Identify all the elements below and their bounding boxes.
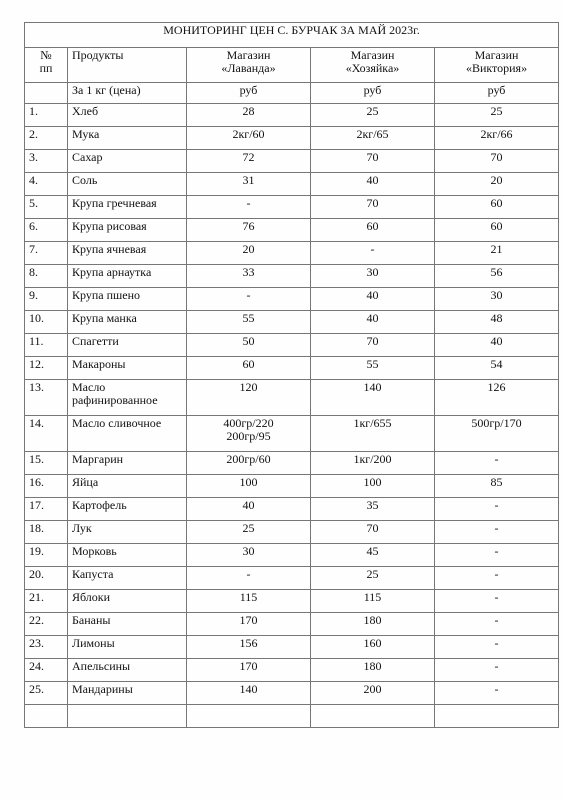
price-viktoriya: 60 xyxy=(435,196,559,219)
unit-currency-lavanda: руб xyxy=(187,83,311,104)
header-number-line2: пп xyxy=(39,61,53,75)
header-number-line1: № xyxy=(40,48,52,62)
row-product: Крупа рисовая xyxy=(68,219,187,242)
table-row xyxy=(25,311,559,334)
row-number: 22. xyxy=(25,613,68,636)
price-hozyaika: 30 xyxy=(311,265,435,288)
row-number: 16. xyxy=(25,475,68,498)
price-hozyaika: 40 xyxy=(311,173,435,196)
price-hozyaika: 25 xyxy=(311,567,435,590)
price-lavanda: 40 xyxy=(187,498,311,521)
price-hozyaika: 25 xyxy=(311,104,435,127)
price-viktoriya: - xyxy=(435,498,559,521)
price-viktoriya: 60 xyxy=(435,219,559,242)
table-row xyxy=(25,590,559,613)
row-product: Масло сливочное xyxy=(68,416,187,452)
store-hozyaika-line2: «Хозяйка» xyxy=(345,61,400,75)
price-viktoriya: 85 xyxy=(435,475,559,498)
price-hozyaika: 180 xyxy=(311,613,435,636)
row-number: 15. xyxy=(25,452,68,475)
price-lavanda: 28 xyxy=(187,104,311,127)
row-number: 13. xyxy=(25,380,68,416)
unit-currency-hozyaika: руб xyxy=(311,83,435,104)
table-row xyxy=(25,357,559,380)
price-viktoriya: 2кг/66 xyxy=(435,127,559,150)
table-row xyxy=(25,380,559,416)
empty-cell xyxy=(435,705,559,728)
header-store-lavanda xyxy=(187,48,311,83)
price-hozyaika: 100 xyxy=(311,475,435,498)
row-number: 20. xyxy=(25,567,68,590)
row-product: Макароны xyxy=(68,357,187,380)
unit-currency-viktoriya: руб xyxy=(435,83,559,104)
price-viktoriya: - xyxy=(435,613,559,636)
price-viktoriya: 20 xyxy=(435,173,559,196)
price-lavanda: 30 xyxy=(187,544,311,567)
price-hozyaika: 70 xyxy=(311,150,435,173)
price-viktoriya: - xyxy=(435,590,559,613)
table-row xyxy=(25,173,559,196)
price-hozyaika: 1кг/655 xyxy=(311,416,435,452)
price-hozyaika: 40 xyxy=(311,311,435,334)
table-row xyxy=(25,150,559,173)
table-row xyxy=(25,475,559,498)
price-lavanda: 25 xyxy=(187,521,311,544)
price-lavanda: 170 xyxy=(187,659,311,682)
price-lavanda: - xyxy=(187,567,311,590)
unit-row xyxy=(25,83,559,104)
table-row xyxy=(25,416,559,452)
row-product: Масло рафинированное xyxy=(68,380,187,416)
row-number: 21. xyxy=(25,590,68,613)
header-store-viktoriya xyxy=(435,48,559,83)
row-number: 3. xyxy=(25,150,68,173)
row-product: Крупа манка xyxy=(68,311,187,334)
price-lavanda: 115 xyxy=(187,590,311,613)
table-row xyxy=(25,334,559,357)
price-lavanda: 33 xyxy=(187,265,311,288)
row-number: 10. xyxy=(25,311,68,334)
price-lavanda: 400гр/220 200гр/95 xyxy=(187,416,311,452)
price-lavanda: 55 xyxy=(187,311,311,334)
price-viktoriya: 25 xyxy=(435,104,559,127)
price-lavanda: 140 xyxy=(187,682,311,705)
row-product: Крупа гречневая xyxy=(68,196,187,219)
table-row xyxy=(25,567,559,590)
row-number: 17. xyxy=(25,498,68,521)
table-row xyxy=(25,219,559,242)
price-hozyaika: - xyxy=(311,242,435,265)
table-row xyxy=(25,682,559,705)
row-product: Крупа арнаутка xyxy=(68,265,187,288)
row-product: Морковь xyxy=(68,544,187,567)
table-row xyxy=(25,498,559,521)
price-hozyaika: 60 xyxy=(311,219,435,242)
row-product: Картофель xyxy=(68,498,187,521)
price-viktoriya: - xyxy=(435,636,559,659)
price-viktoriya: 70 xyxy=(435,150,559,173)
table-row xyxy=(25,104,559,127)
store-viktoriya-line2: «Виктория» xyxy=(465,61,528,75)
unit-label: За 1 кг (цена) xyxy=(68,83,187,104)
price-viktoriya: - xyxy=(435,521,559,544)
header-number xyxy=(25,48,68,83)
row-number: 2. xyxy=(25,127,68,150)
price-viktoriya: 21 xyxy=(435,242,559,265)
price-hozyaika: 1кг/200 xyxy=(311,452,435,475)
empty-cell xyxy=(25,705,68,728)
row-number: 11. xyxy=(25,334,68,357)
row-number: 14. xyxy=(25,416,68,452)
row-number: 25. xyxy=(25,682,68,705)
header-store-hozyaika xyxy=(311,48,435,83)
price-viktoriya: - xyxy=(435,452,559,475)
price-viktoriya: 54 xyxy=(435,357,559,380)
price-hozyaika: 200 xyxy=(311,682,435,705)
price-hozyaika: 115 xyxy=(311,590,435,613)
price-viktoriya: - xyxy=(435,682,559,705)
price-viktoriya: 30 xyxy=(435,288,559,311)
price-lavanda: 200гр/60 xyxy=(187,452,311,475)
table-row xyxy=(25,659,559,682)
row-product: Бананы xyxy=(68,613,187,636)
price-viktoriya: - xyxy=(435,659,559,682)
price-lavanda: 76 xyxy=(187,219,311,242)
row-product: Спагетти xyxy=(68,334,187,357)
price-hozyaika: 140 xyxy=(311,380,435,416)
row-product: Крупа пшено xyxy=(68,288,187,311)
header-row xyxy=(25,48,559,83)
unit-number-cell xyxy=(25,83,68,104)
store-lavanda-line1: Магазин xyxy=(226,48,271,62)
empty-cell xyxy=(311,705,435,728)
row-product: Мандарины xyxy=(68,682,187,705)
price-viktoriya: 126 xyxy=(435,380,559,416)
price-hozyaika: 55 xyxy=(311,357,435,380)
row-number: 6. xyxy=(25,219,68,242)
price-lavanda: 120 xyxy=(187,380,311,416)
price-viktoriya: - xyxy=(435,567,559,590)
row-product: Лук xyxy=(68,521,187,544)
price-viktoriya: 500гр/170 xyxy=(435,416,559,452)
table-row xyxy=(25,127,559,150)
price-viktoriya: 56 xyxy=(435,265,559,288)
price-hozyaika: 180 xyxy=(311,659,435,682)
empty-row xyxy=(25,705,559,728)
row-number: 1. xyxy=(25,104,68,127)
price-lavanda: 20 xyxy=(187,242,311,265)
price-lavanda: - xyxy=(187,196,311,219)
empty-cell xyxy=(68,705,187,728)
price-viktoriya: 40 xyxy=(435,334,559,357)
row-number: 19. xyxy=(25,544,68,567)
price-hozyaika: 70 xyxy=(311,334,435,357)
price-hozyaika: 35 xyxy=(311,498,435,521)
price-hozyaika: 40 xyxy=(311,288,435,311)
row-product: Яблоки xyxy=(68,590,187,613)
price-hozyaika: 2кг/65 xyxy=(311,127,435,150)
row-number: 4. xyxy=(25,173,68,196)
price-viktoriya: - xyxy=(435,544,559,567)
price-hozyaika: 70 xyxy=(311,196,435,219)
store-viktoriya-line1: Магазин xyxy=(474,48,519,62)
row-product: Капуста xyxy=(68,567,187,590)
row-number: 24. xyxy=(25,659,68,682)
row-product: Крупа ячневая xyxy=(68,242,187,265)
row-number: 23. xyxy=(25,636,68,659)
table-row xyxy=(25,265,559,288)
price-lavanda: 156 xyxy=(187,636,311,659)
price-lavanda: 170 xyxy=(187,613,311,636)
price-lavanda: 60 xyxy=(187,357,311,380)
row-number: 18. xyxy=(25,521,68,544)
row-product: Яйца xyxy=(68,475,187,498)
row-product: Сахар xyxy=(68,150,187,173)
row-number: 9. xyxy=(25,288,68,311)
price-hozyaika: 70 xyxy=(311,521,435,544)
table-row xyxy=(25,242,559,265)
table-row xyxy=(25,196,559,219)
store-hozyaika-line1: Магазин xyxy=(350,48,395,62)
row-product: Хлеб xyxy=(68,104,187,127)
price-lavanda: 100 xyxy=(187,475,311,498)
row-product: Мука xyxy=(68,127,187,150)
price-viktoriya: 48 xyxy=(435,311,559,334)
row-product: Апельсины xyxy=(68,659,187,682)
price-lavanda: - xyxy=(187,288,311,311)
header-product: Продукты xyxy=(68,48,187,83)
row-product: Маргарин xyxy=(68,452,187,475)
row-product: Лимоны xyxy=(68,636,187,659)
table-row xyxy=(25,452,559,475)
price-lavanda: 50 xyxy=(187,334,311,357)
row-number: 7. xyxy=(25,242,68,265)
price-lavanda: 2кг/60 xyxy=(187,127,311,150)
price-hozyaika: 160 xyxy=(311,636,435,659)
page-title: МОНИТОРИНГ ЦЕН С. БУРЧАК ЗА МАЙ 2023г. xyxy=(25,23,559,48)
row-number: 8. xyxy=(25,265,68,288)
price-hozyaika: 45 xyxy=(311,544,435,567)
price-lavanda: 31 xyxy=(187,173,311,196)
empty-cell xyxy=(187,705,311,728)
row-product: Соль xyxy=(68,173,187,196)
row-number: 5. xyxy=(25,196,68,219)
row-number: 12. xyxy=(25,357,68,380)
table-row xyxy=(25,288,559,311)
store-lavanda-line2: «Лаванда» xyxy=(221,61,276,75)
table-row xyxy=(25,521,559,544)
title-row xyxy=(25,23,559,48)
table-row xyxy=(25,613,559,636)
price-lavanda: 72 xyxy=(187,150,311,173)
table-row xyxy=(25,544,559,567)
table-row xyxy=(25,636,559,659)
price-table xyxy=(24,22,559,728)
